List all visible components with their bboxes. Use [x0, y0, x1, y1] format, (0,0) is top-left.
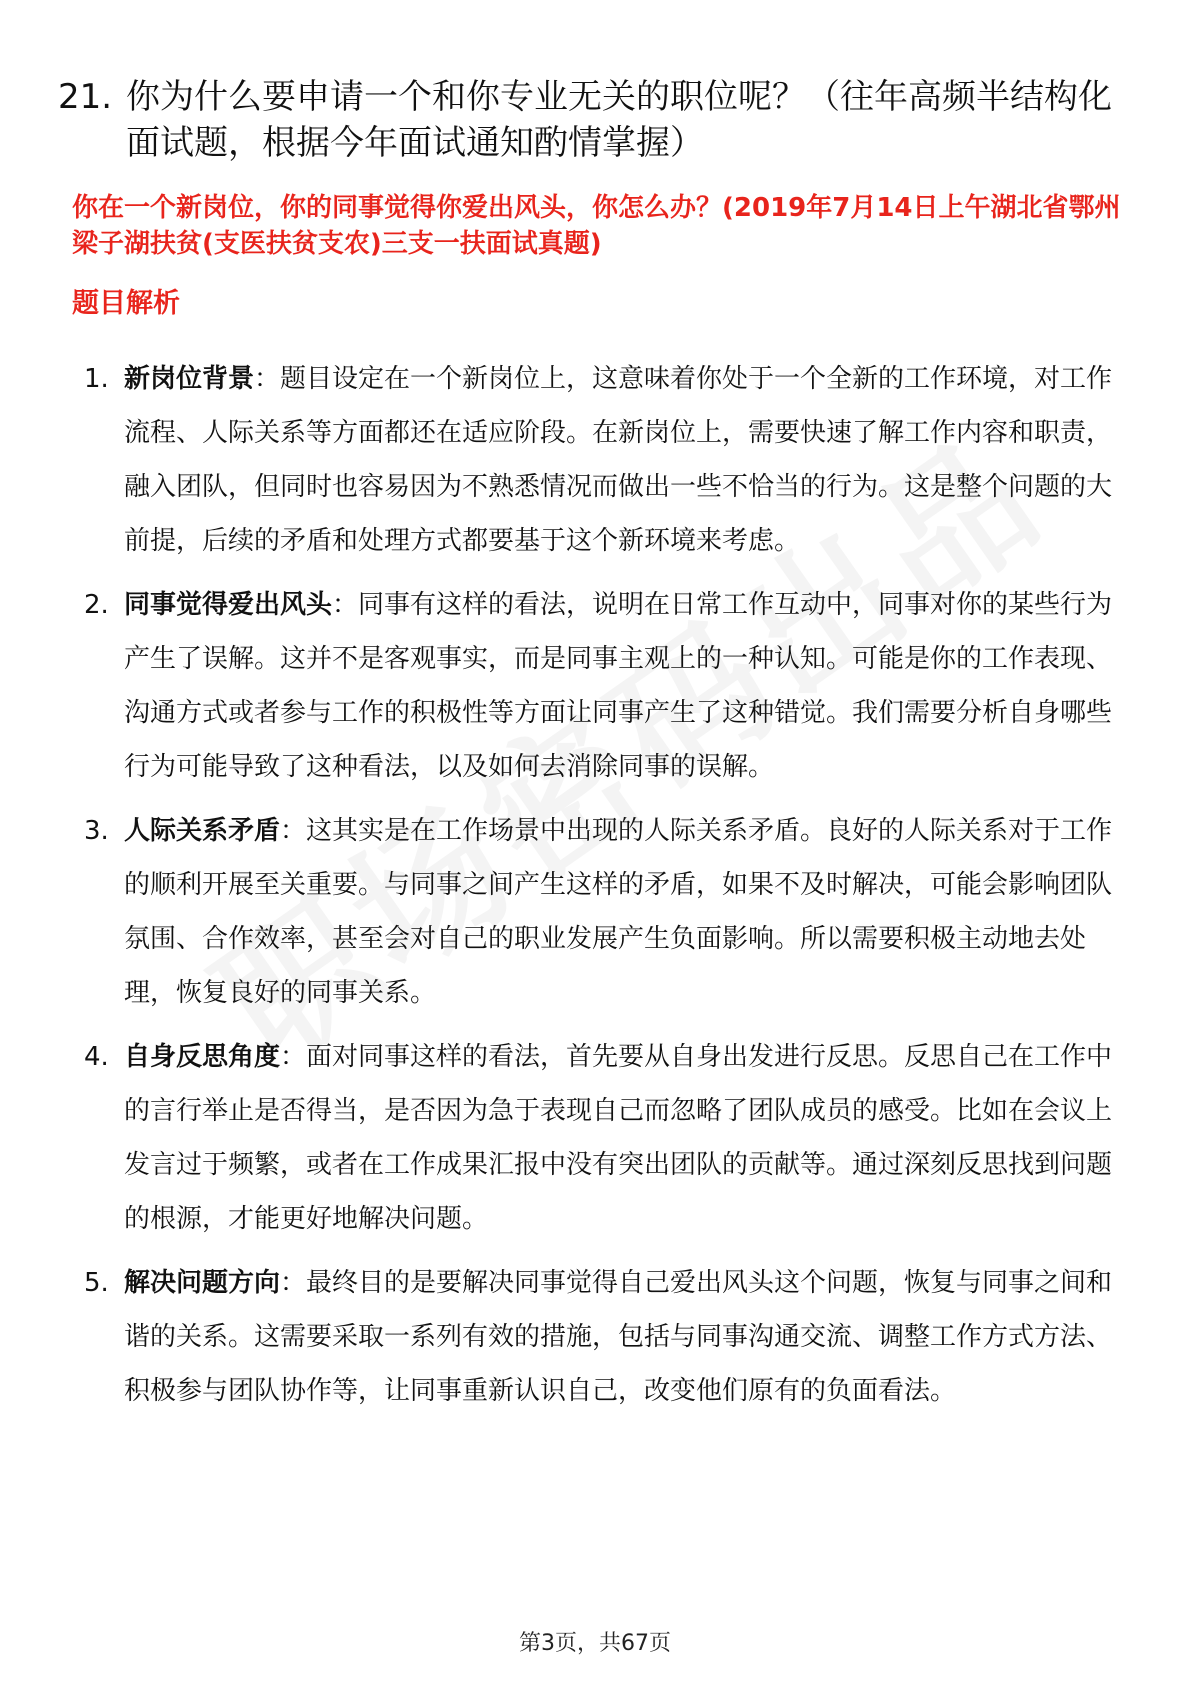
- item-body: [124, 1030, 1129, 1246]
- item-text: ：同事有这样的看法，说明在日常工作互动中，同事对你的某些行为产生了误解。这并不是客观事实，而是同事主观上的一种认知。可能是你的工作表现、沟通方式或者参与工作的积极性等方面让同事产生了这种错觉。我们需要分析自身哪些行为可能导致了这种看法，以及如何去消除同事的误解。: [124, 590, 1113, 782]
- sub-question: 你在一个新岗位，你的同事觉得你爱出风头，你怎么办？(2019年7月14日上午湖北省鄂州梁子湖扶贫(支医扶贫支农)三支一扶面试真题): [72, 193, 1121, 259]
- item-body: [124, 578, 1129, 794]
- item-number: 3.: [84, 816, 109, 846]
- item-body: [124, 1256, 1129, 1418]
- item-text: ：面对同事这样的看法，首先要从自身出发进行反思。反思自己在工作中的言行举止是否得当，是否因为急于表现自己而忽略了团队成员的感受。比如在会议上发言过于频繁，或者在工作成果汇报中没有突出团队的贡献等。通过深刻反思找到问题的根源，才能更好地解决问题。: [124, 1042, 1113, 1234]
- analysis-item: [0, 1256, 1190, 1418]
- analysis-item: [0, 1030, 1190, 1246]
- question-text: 你为什么要申请一个和你专业无关的职位呢？（往年高频半结构化面试题，根据今年面试通知酌情掌握）: [126, 77, 1112, 163]
- question-number: 21.: [58, 77, 113, 117]
- analysis-list: [0, 352, 1190, 1428]
- page-footer: 第3页，共67页: [519, 1631, 671, 1656]
- item-term: 新岗位背景: [124, 364, 255, 394]
- question-heading: [58, 74, 1138, 166]
- item-term: 同事觉得爱出风头: [124, 590, 333, 620]
- item-number: 5.: [84, 1268, 109, 1298]
- analysis-item: [0, 578, 1190, 794]
- item-number: 2.: [84, 590, 109, 620]
- item-body: [124, 804, 1129, 1020]
- item-number: 4.: [84, 1042, 109, 1072]
- item-term: 自身反思角度: [124, 1042, 281, 1072]
- analysis-item: [0, 804, 1190, 1020]
- item-term: 人际关系矛盾: [124, 816, 281, 846]
- item-text: ：题目设定在一个新岗位上，这意味着你处于一个全新的工作环境，对工作流程、人际关系等方面都还在适应阶段。在新岗位上，需要快速了解工作内容和职责，融入团队，但同时也容易因为不熟悉情况而做出一些不恰当的行为。这是整个问题的大前提，后续的矛盾和处理方式都要基于这个新环境来考虑。: [124, 364, 1113, 556]
- analysis-item: [0, 352, 1190, 568]
- item-body: [124, 352, 1129, 568]
- section-title: 题目解析: [72, 288, 180, 319]
- item-text: ：这其实是在工作场景中出现的人际关系矛盾。良好的人际关系对于工作的顺利开展至关重要。与同事之间产生这样的矛盾，如果不及时解决，可能会影响团队氛围、合作效率，甚至会对自己的职业发展产生负面影响。所以需要积极主动地去处理，恢复良好的同事关系。: [124, 816, 1113, 1008]
- item-text: ：最终目的是要解决同事觉得自己爱出风头这个问题，恢复与同事之间和谐的关系。这需要采取一系列有效的措施，包括与同事沟通交流、调整工作方式方法、积极参与团队协作等，让同事重新认识自己，改变他们原有的负面看法。: [124, 1268, 1113, 1406]
- item-number: 1.: [84, 364, 109, 394]
- item-term: 解决问题方向: [124, 1268, 281, 1298]
